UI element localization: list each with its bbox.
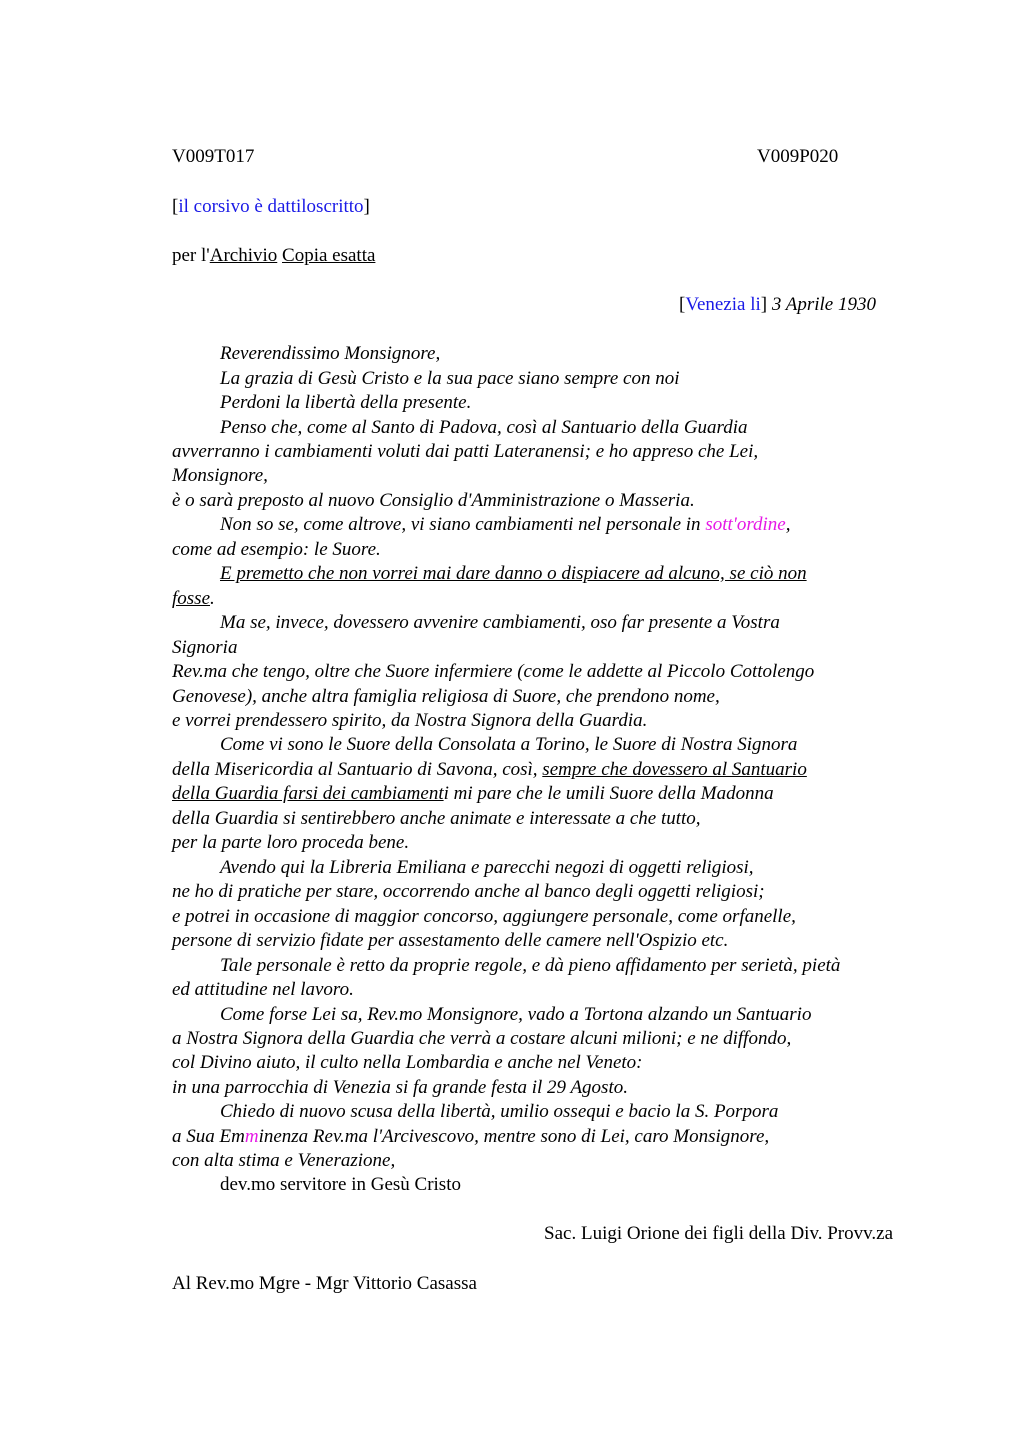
- dateline: [679, 293, 876, 317]
- letter-line: in una parrocchia di Venezia si fa grande festa il 29 Agosto.: [172, 1077, 628, 1098]
- correction-text: m: [244, 1126, 259, 1147]
- letter-line: Rev.ma che tengo, oltre che Suore infermiere (come le addette al Piccolo Cottolengo: [172, 661, 815, 682]
- letter-line: La grazia di Gesù Cristo e la sua pace siano sempre con noi: [220, 368, 680, 389]
- letter-line: ed attitudine nel lavoro.: [172, 979, 354, 1000]
- letter-line: Chiedo di nuovo scusa della libertà, umilio ossequi e bacio la S. Porpora: [220, 1101, 779, 1122]
- editorial-note-text: il corsivo è dattiloscritto: [178, 196, 364, 217]
- salutation: Reverendissimo Monsignore,: [220, 343, 441, 364]
- letter-line: Genovese), anche altra famiglia religiosa di Suore, che prendono nome,: [172, 686, 720, 707]
- archive-prefix: per l': [172, 245, 210, 266]
- archive-line: [172, 244, 375, 268]
- letter-line: col Divino aiuto, il culto nella Lombardia e anche nel Veneto:: [172, 1052, 643, 1073]
- bracket-close: ]: [760, 294, 768, 315]
- underlined-line: E premetto che non vorrei mai dare danno o dispiacere ad alcuno, se ciò non: [220, 563, 807, 584]
- bracket-open: [: [172, 196, 179, 217]
- letter-line: Penso che, come al Santo di Padova, così al Santuario della Guardia: [220, 417, 748, 438]
- letter-text: .: [210, 588, 215, 609]
- letter-text: inenza Rev.ma l'Arcivescovo, mentre sono di Lei, caro Monsignore,: [258, 1126, 770, 1147]
- closing-formula: dev.mo servitore in Gesù Cristo: [220, 1174, 461, 1195]
- dateline-place: Venezia li: [685, 294, 761, 315]
- letter-line: Monsignore,: [172, 465, 268, 486]
- letter-line: Perdoni la libertà della presente.: [220, 392, 472, 413]
- letter-line: come ad esempio: le Suore.: [172, 539, 381, 560]
- letter-line: Tale personale è retto da proprie regole, e dà pieno affidamento per serietà, pietà: [220, 955, 841, 976]
- letter-line: e vorrei prendessero spirito, da Nostra Signora della Guardia.: [172, 710, 648, 731]
- document-code-right: V009P020: [757, 146, 839, 167]
- letter-line: Avendo qui la Libreria Emiliana e parecchi negozi di oggetti religiosi,: [220, 857, 754, 878]
- addressee: Al Rev.mo Mgre - Mgr Vittorio Casassa: [172, 1273, 477, 1294]
- bracket-close: ]: [363, 196, 370, 217]
- dateline-date: 3 Aprile 1930: [771, 294, 876, 315]
- letter-line: ne ho di pratiche per stare, occorrendo anche al banco degli oggetti religiosi;: [172, 881, 765, 902]
- letter-line: avverranno i cambiamenti voluti dai patti Lateranensi; e ho appreso che Lei,: [172, 441, 759, 462]
- letter-line: a Nostra Signora della Guardia che verrà a costare alcuni milioni; e ne diffondo,: [172, 1028, 792, 1049]
- letter-line: e potrei in occasione di maggior concorso, aggiungere personale, come orfanelle,: [172, 906, 796, 927]
- letter-line: [172, 758, 807, 782]
- letter-line: [172, 587, 215, 611]
- underlined-text: fosse: [172, 588, 210, 609]
- letter-line: è o sarà preposto al nuovo Consiglio d'Amministrazione o Masseria.: [172, 490, 695, 511]
- bracket-open: [: [679, 294, 686, 315]
- letter-line: per la parte loro proceda bene.: [172, 832, 410, 853]
- letter-line: Signoria: [172, 637, 238, 658]
- letter-line: [172, 1125, 769, 1149]
- archive-word: Archivio: [209, 245, 278, 266]
- underlined-text: sempre che dovessero al Santuario: [542, 759, 807, 780]
- signature: Sac. Luigi Orione dei figli della Div. Provv.za: [544, 1223, 893, 1244]
- correction-text: sott'ordine: [705, 514, 786, 535]
- letter-line: Come forse Lei sa, Rev.mo Monsignore, vado a Tortona alzando un Santuario: [220, 1004, 812, 1025]
- letter-line: Come vi sono le Suore della Consolata a Torino, le Suore di Nostra Signora: [220, 734, 798, 755]
- letter-text: i mi pare che le umili Suore della Madonna: [443, 783, 774, 804]
- copy-exact: Copia esatta: [282, 245, 376, 266]
- underlined-text: della Guardia farsi dei cambiament: [172, 783, 444, 804]
- letter-line: con alta stima e Venerazione,: [172, 1150, 396, 1171]
- letter-text: ,: [785, 514, 791, 535]
- letter-line: [220, 513, 790, 537]
- editorial-note: [172, 195, 370, 219]
- document-code-left: V009T017: [172, 146, 255, 167]
- letter-line: [172, 782, 774, 806]
- letter-line: Ma se, invece, dovessero avvenire cambiamenti, oso far presente a Vostra: [220, 612, 780, 633]
- letter-line: persone di servizio fidate per assestamento delle camere nell'Ospizio etc.: [172, 930, 729, 951]
- letter-line: della Guardia si sentirebbero anche animate e interessate a che tutto,: [172, 808, 701, 829]
- letter-text: a Sua Em: [172, 1126, 245, 1147]
- letter-text: della Misericordia al Santuario di Savona, così,: [172, 759, 543, 780]
- letter-text: Non so se, come altrove, vi siano cambiamenti nel personale in: [220, 514, 706, 535]
